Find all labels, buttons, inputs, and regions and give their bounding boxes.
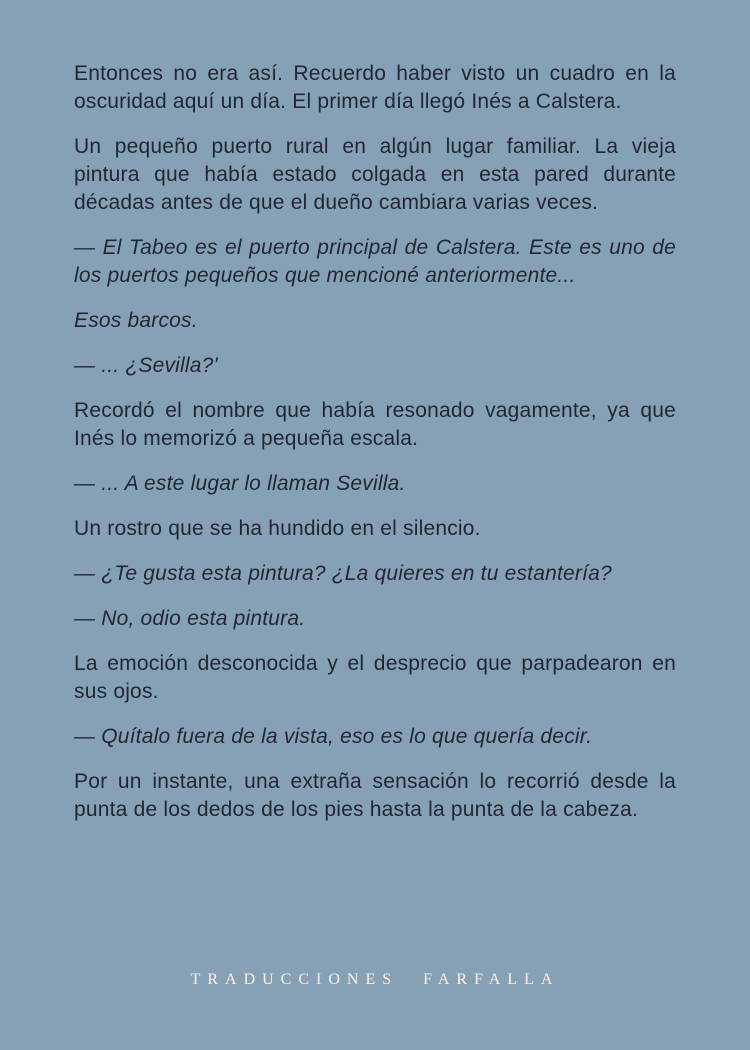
narration-paragraph: La emoción desconocida y el desprecio que parpadearon en sus ojos. <box>74 652 676 703</box>
dialogue-line: — ... ¿Sevilla?' <box>74 354 218 377</box>
text-column <box>74 60 676 841</box>
footer-credit: TRADUCCIONES FARFALLA <box>190 971 560 988</box>
dialogue-line: Esos barcos. <box>74 309 198 332</box>
narration-paragraph: Recordó el nombre que había resonado vagamente, ya que Inés lo memorizó a pequeña escala. <box>74 399 676 450</box>
dialogue-line: — ¿Te gusta esta pintura? ¿La quieres en tu estantería? <box>74 562 612 585</box>
narration-paragraph: Un rostro que se ha hundido en el silencio. <box>74 517 481 540</box>
dialogue-line: — ... A este lugar lo llaman Sevilla. <box>74 472 406 495</box>
narration-paragraph: Por un instante, una extraña sensación lo recorrió desde la punta de los dedos de los pies hasta la punta de la cabeza. <box>74 770 676 821</box>
narration-paragraph: Entonces no era así. Recuerdo haber visto un cuadro en la oscuridad aquí un día. El primer día llegó Inés a Calstera. <box>74 62 676 113</box>
dialogue-line: — No, odio esta pintura. <box>74 607 306 630</box>
narration-paragraph: Un pequeño puerto rural en algún lugar familiar. La vieja pintura que había estado colgada en esta pared durante décadas antes de que el dueño cambiara varias veces. <box>74 135 676 214</box>
dialogue-line: — El Tabeo es el puerto principal de Calstera. Este es uno de los puertos pequeños que mencioné anteriormente... <box>74 236 676 287</box>
dialogue-line: — Quítalo fuera de la vista, eso es lo que quería decir. <box>74 725 593 748</box>
